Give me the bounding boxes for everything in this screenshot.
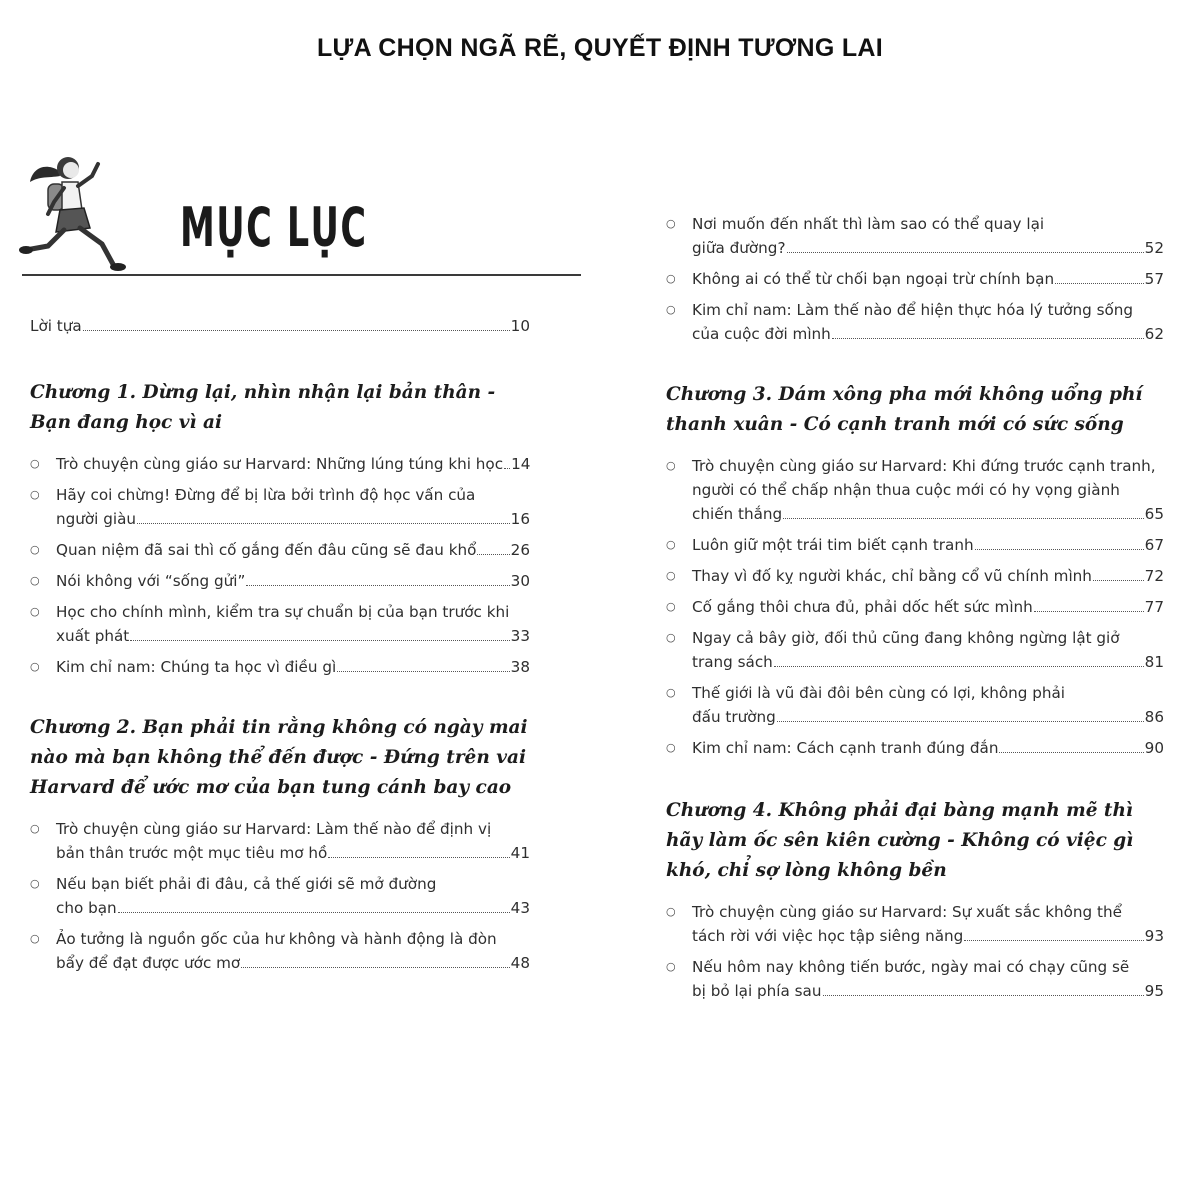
bullet-icon: ○: [30, 605, 40, 618]
page-number: 48: [510, 954, 530, 972]
bullet-icon: ○: [666, 569, 676, 582]
chapter-2-entries-continued: [666, 212, 1164, 346]
entry-text-line: Trò chuyện cùng giáo sư Harvard: Làm thế nào để định vị: [56, 820, 492, 838]
entry-text-line: Trò chuyện cùng giáo sư Harvard: Khi đứng trước cạnh tranh,: [692, 457, 1156, 475]
bullet-icon: ○: [666, 631, 676, 644]
page-number: 77: [1144, 598, 1164, 616]
chapter-title-1: Chương 1. Dừng lại, nhìn nhận lại bản thân - Bạn đang học vì ai: [30, 382, 496, 433]
chapter-title-2: Chương 2. Bạn phải tin rằng không có ngày mai nào mà bạn không thể đến được - Đứng trên vai Harvard để ước mơ của bạn tung cánh bay cao: [30, 717, 528, 798]
entry-text-line: Kim chỉ nam: Làm thế nào để hiện thực hóa lý tưởng sống: [692, 301, 1134, 319]
entry-text: cho bạn: [56, 899, 117, 917]
entry-text: xuất phát: [56, 627, 130, 645]
heading-divider: [22, 274, 581, 276]
entry-text-line: Thế giới là vũ đài đôi bên cùng có lợi, không phải: [692, 684, 1066, 702]
page-number: 26: [510, 541, 530, 559]
toc-entry[interactable]: [666, 267, 1164, 291]
entry-text: Lời tựa: [30, 317, 82, 335]
entry-text-line: Trò chuyện cùng giáo sư Harvard: Sự xuất sắc không thể: [692, 903, 1122, 921]
entry-text: Kim chỉ nam: Cách cạnh tranh đúng đắn: [692, 739, 999, 757]
entry-text: bản thân trước một mục tiêu mơ hồ: [56, 844, 328, 862]
entry-text: Quan niệm đã sai thì cố gắng đến đâu cũng sẽ đau khổ: [56, 541, 477, 559]
page-number: 95: [1144, 982, 1164, 1000]
bullet-icon: ○: [30, 932, 40, 945]
toc-entry[interactable]: [30, 600, 530, 648]
page-number: 14: [511, 455, 531, 473]
bullet-icon: ○: [666, 960, 676, 973]
entry-text: giữa đường?: [692, 239, 786, 257]
entry-text-line: Học cho chính mình, kiểm tra sự chuẩn bị của bạn trước khi: [56, 603, 510, 621]
page-number: 33: [510, 627, 530, 645]
page-number: 93: [1144, 927, 1164, 945]
toc-left-column: [30, 314, 530, 982]
entry-text-line: Ngay cả bây giờ, đối thủ cũng đang không ngừng lật giở: [692, 629, 1120, 647]
chapter-2-entries: [30, 817, 530, 975]
bullet-icon: ○: [666, 600, 676, 613]
bullet-icon: ○: [666, 905, 676, 918]
bullet-icon: ○: [30, 457, 40, 470]
page-title: LỰA CHỌN NGÃ RẼ, QUYẾT ĐỊNH TƯƠNG LAI: [316, 34, 884, 62]
toc-entry[interactable]: [666, 533, 1164, 557]
entry-text: người giàu: [56, 510, 137, 528]
dot-leader: [241, 967, 509, 968]
bullet-icon: ○: [666, 303, 676, 316]
toc-heading: MỤC LỤC: [180, 196, 368, 259]
dot-leader: [246, 585, 509, 586]
toc-entry[interactable]: [30, 452, 530, 476]
entry-text: bị bỏ lại phía sau: [692, 982, 822, 1000]
toc-entry[interactable]: [666, 736, 1164, 760]
page-number: 72: [1144, 567, 1164, 585]
dot-leader: [777, 721, 1144, 722]
entry-text: Luôn giữ một trái tim biết cạnh tranh: [692, 536, 974, 554]
toc-entry[interactable]: [30, 569, 530, 593]
bullet-icon: ○: [30, 822, 40, 835]
toc-entry[interactable]: [666, 955, 1164, 1003]
entry-text: đấu trường: [692, 708, 776, 726]
bullet-icon: ○: [666, 741, 676, 754]
entry-text-line: Nếu bạn biết phải đi đâu, cả thế giới sẽ mở đường: [56, 875, 437, 893]
dot-leader: [823, 995, 1144, 996]
dot-leader: [118, 912, 510, 913]
page-number: 65: [1144, 505, 1164, 523]
entry-text: tách rời với việc học tập siêng năng: [692, 927, 964, 945]
page-number: 10: [510, 317, 530, 335]
toc-entry[interactable]: [30, 483, 530, 531]
dot-leader: [130, 640, 509, 641]
entry-text: trang sách: [692, 653, 773, 671]
bullet-icon: ○: [30, 488, 40, 501]
dot-leader: [774, 666, 1144, 667]
dot-leader: [787, 252, 1144, 253]
running-girl-icon: [18, 140, 148, 275]
dot-leader: [999, 752, 1143, 753]
bullet-icon: ○: [666, 686, 676, 699]
dot-leader: [1093, 580, 1144, 581]
chapter-4-entries: [666, 900, 1164, 1003]
chapter-3-entries: [666, 454, 1164, 760]
entry-text-line: Hãy coi chừng! Đừng để bị lừa bởi trình độ học vấn của: [56, 486, 476, 504]
page-number: 30: [510, 572, 530, 590]
entry-text-line: người có thể chấp nhận thua cuộc mới có hy vọng giành: [692, 481, 1120, 499]
toc-entry[interactable]: [666, 626, 1164, 674]
page-number: 16: [510, 510, 530, 528]
chapter-title-3: Chương 3. Dám xông pha mới không uổng phí thanh xuân - Có cạnh tranh mới có sức sống: [666, 384, 1143, 435]
dot-leader: [964, 940, 1143, 941]
entry-text: Nói không với “sống gửi”: [56, 572, 246, 590]
entry-text: của cuộc đời mình: [692, 325, 831, 343]
dot-leader: [832, 338, 1144, 339]
page-number: 86: [1144, 708, 1164, 726]
bullet-icon: ○: [30, 543, 40, 556]
page-number: 67: [1144, 536, 1164, 554]
entry-text: bẩy để đạt được ước mơ: [56, 954, 241, 972]
toc-entry[interactable]: [666, 298, 1164, 346]
page-number: 57: [1144, 270, 1164, 288]
bullet-icon: ○: [666, 272, 676, 285]
toc-entry[interactable]: [666, 454, 1164, 526]
toc-entry[interactable]: [30, 655, 530, 679]
entry-text: chiến thắng: [692, 505, 783, 523]
toc-entry[interactable]: [666, 900, 1164, 948]
toc-entry[interactable]: [666, 595, 1164, 619]
page-number: 81: [1144, 653, 1164, 671]
entry-text-line: Nơi muốn đến nhất thì làm sao có thể quay lại: [692, 215, 1045, 233]
page-number: 38: [510, 658, 530, 676]
toc-right-column: [666, 212, 1164, 1010]
bullet-icon: ○: [30, 660, 40, 673]
entry-text: Kim chỉ nam: Chúng ta học vì điều gì: [56, 658, 337, 676]
toc-entry[interactable]: [30, 817, 530, 865]
toc-entry[interactable]: [666, 564, 1164, 588]
toc-entry[interactable]: [666, 212, 1164, 260]
page-number: 90: [1144, 739, 1164, 757]
page-number: 41: [510, 844, 530, 862]
chapter-1-entries: [30, 452, 530, 679]
dot-leader: [137, 523, 510, 524]
dot-leader: [783, 518, 1144, 519]
entry-text-line: Ảo tưởng là nguồn gốc của hư không và hành động là đòn: [56, 930, 497, 948]
entry-text-line: Nếu hôm nay không tiến bước, ngày mai có chạy cũng sẽ: [692, 958, 1130, 976]
dot-leader: [328, 857, 509, 858]
toc-entry[interactable]: [30, 538, 530, 562]
bullet-icon: ○: [666, 538, 676, 551]
chapter-title-4: Chương 4. Không phải đại bàng mạnh mẽ thì hãy làm ốc sên kiên cường - Không có việc gì khó, chỉ sợ lòng không bền: [666, 800, 1134, 881]
dot-leader: [1034, 611, 1144, 612]
dot-leader: [504, 468, 510, 469]
entry-text: Trò chuyện cùng giáo sư Harvard: Những lúng túng khi học: [56, 455, 504, 473]
entry-text: Thay vì đố kỵ người khác, chỉ bằng cổ vũ chính mình: [692, 567, 1092, 585]
page-number: 52: [1144, 239, 1164, 257]
bullet-icon: ○: [30, 877, 40, 890]
toc-entry[interactable]: [30, 872, 530, 920]
entry-text: Không ai có thể từ chối bạn ngoại trừ chính bạn: [692, 270, 1055, 288]
bullet-icon: ○: [666, 459, 676, 472]
toc-entry[interactable]: [666, 681, 1164, 729]
dot-leader: [477, 554, 509, 555]
dot-leader: [975, 549, 1144, 550]
toc-entry-preface[interactable]: [30, 314, 530, 338]
bullet-icon: ○: [666, 217, 676, 230]
page-number: 43: [510, 899, 530, 917]
bullet-icon: ○: [30, 574, 40, 587]
toc-entry[interactable]: [30, 927, 530, 975]
dot-leader: [337, 671, 509, 672]
dot-leader: [1055, 283, 1144, 284]
entry-text: Cố gắng thôi chưa đủ, phải dốc hết sức mình: [692, 598, 1033, 616]
page-number: 62: [1144, 325, 1164, 343]
